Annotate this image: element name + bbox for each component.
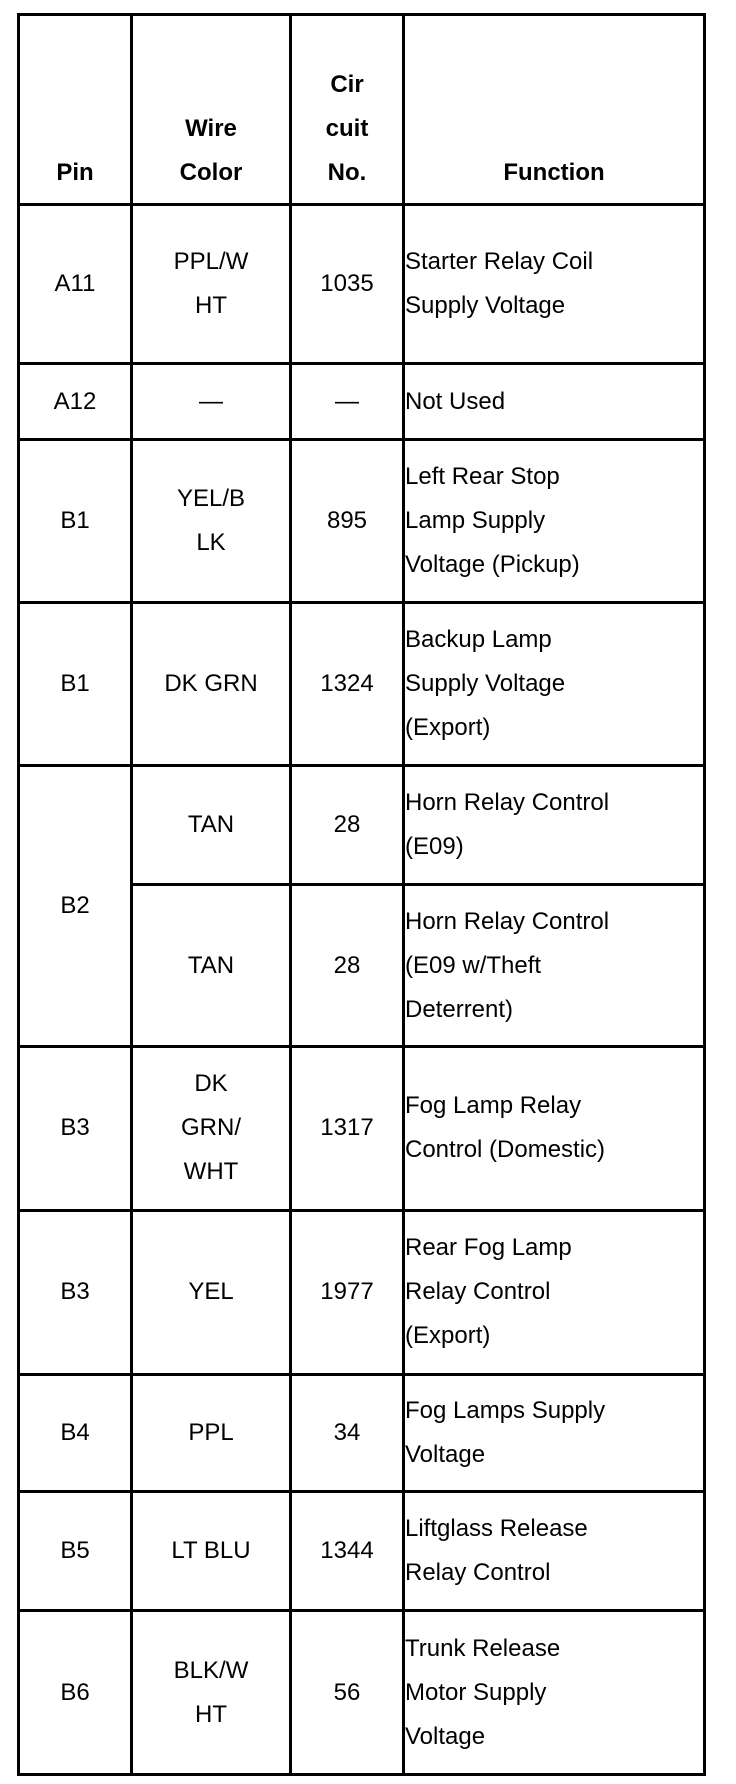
circuit-number-cell: — [291,364,404,440]
circuit-number-cell: 34 [291,1374,404,1492]
wire-color-cell: — [132,364,291,440]
circuit-number-cell: 28 [291,885,404,1047]
circuit-number-cell: 1317 [291,1047,404,1211]
circuit-number-cell: 28 [291,765,404,885]
table-row [19,205,705,364]
circuit-number-cell: 56 [291,1611,404,1775]
function-cell: Not Used [404,364,705,440]
wire-color-cell: TAN [132,885,291,1047]
pin-cell: B4 [19,1374,132,1492]
header-wire-color: Wire Color [132,15,291,205]
pin-cell: B2 [19,765,132,1046]
header-function: Function [404,15,705,205]
header-pin: Pin [19,15,132,205]
pin-cell: A11 [19,205,132,364]
function-cell: Backup Lamp Supply Voltage (Export) [404,602,705,765]
pin-cell: B1 [19,602,132,765]
function-cell: Trunk Release Motor Supply Voltage [404,1611,705,1775]
pin-cell: B3 [19,1047,132,1211]
header-circuit-number: Cir cuit No. [291,15,404,205]
pin-cell: B6 [19,1611,132,1775]
wire-color-cell: PPL [132,1374,291,1492]
table-row [19,765,705,885]
wire-color-cell: YEL/B LK [132,440,291,603]
header-row [19,15,705,205]
circuit-number-cell: 1035 [291,205,404,364]
wire-color-cell: LT BLU [132,1492,291,1611]
circuit-number-cell: 895 [291,440,404,603]
circuit-number-cell: 1344 [291,1492,404,1611]
table-row [19,1210,705,1374]
pin-cell: B1 [19,440,132,603]
table-row [19,1374,705,1492]
circuit-number-cell: 1977 [291,1210,404,1374]
pin-cell: B5 [19,1492,132,1611]
function-cell: Left Rear Stop Lamp Supply Voltage (Pickup) [404,440,705,603]
pin-cell: A12 [19,364,132,440]
circuit-number-cell: 1324 [291,602,404,765]
function-cell: Liftglass Release Relay Control [404,1492,705,1611]
wire-color-cell: PPL/W HT [132,205,291,364]
wire-color-cell: BLK/W HT [132,1611,291,1775]
table-row [19,1611,705,1775]
wire-color-cell: YEL [132,1210,291,1374]
function-cell: Horn Relay Control (E09) [404,765,705,885]
table-row [19,364,705,440]
wire-color-cell: TAN [132,765,291,885]
function-cell: Fog Lamps Supply Voltage [404,1374,705,1492]
function-cell: Rear Fog Lamp Relay Control (Export) [404,1210,705,1374]
pin-cell: B3 [19,1210,132,1374]
wire-color-cell: DK GRN [132,602,291,765]
table-row [19,602,705,765]
wire-color-cell: DK GRN/ WHT [132,1047,291,1211]
table-row [19,440,705,603]
table-row [19,1492,705,1611]
function-cell: Starter Relay Coil Supply Voltage [404,205,705,364]
function-cell: Horn Relay Control (E09 w/Theft Deterrent) [404,885,705,1047]
function-cell: Fog Lamp Relay Control (Domestic) [404,1047,705,1211]
table-row [19,1047,705,1211]
pin-function-table [17,13,706,1776]
